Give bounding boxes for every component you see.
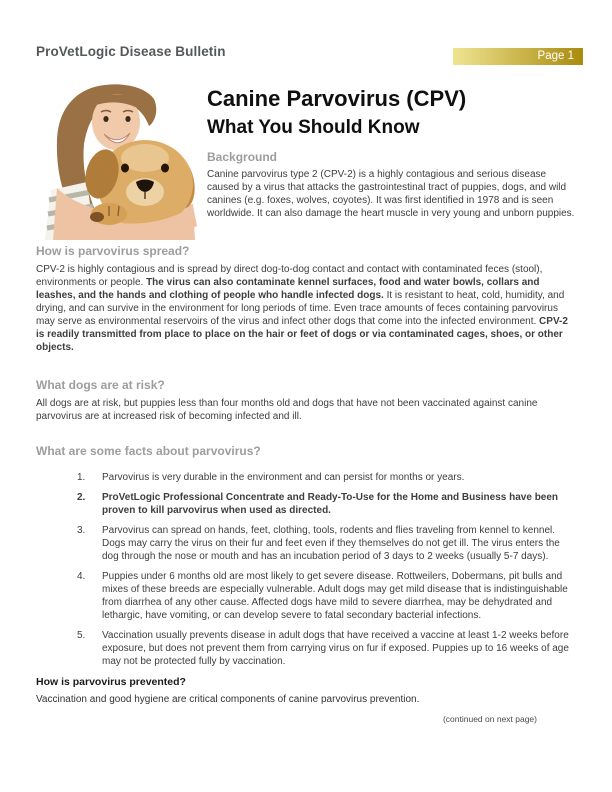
section-heading-risk: What dogs are at risk?: [36, 378, 165, 392]
section-heading-prevention: How is parvovirus prevented?: [36, 676, 186, 688]
risk-text: All dogs are at risk, but puppies less than four months old and dogs that have not been vaccinated against canine parvovirus are at increased risk of becoming infected and ill.: [36, 398, 538, 422]
bulletin-brand: ProVetLogic Disease Bulletin: [36, 44, 226, 59]
facts-list-item: [36, 570, 576, 622]
text-run: It is resistant to heat, cold, humidity, and drying, and can survive in the environment for long periods of time. Even trace amounts of feces containing parvovirus may serve as environmental reservoirs of the virus and infect other dogs that come into the infected environment.: [36, 290, 565, 327]
text-run: The virus can also contaminate kennel surfaces, food and water bowls, collars and leashes, and the hands and clothing of people who handle infected dogs.: [36, 277, 540, 301]
list-item-text: Parvovirus can spread on hands, feet, clothing, tools, rodents and flies traveling from kennel to kennel. Dogs may carry the virus on their fur and feet even if they themselves do not get ill. The virus enters the dog through the nose or mouth and has an incubation period of 3 days to 2 weeks (usually 5-7 days).: [102, 525, 560, 562]
section-heading-spread: How is parvovirus spread?: [36, 244, 190, 258]
girl-with-puppy-photo: [33, 84, 203, 240]
hero-section: [33, 84, 576, 244]
list-item-number: 4.: [77, 571, 86, 582]
section-heading-facts: What are some facts about parvovirus?: [36, 444, 261, 458]
list-item-text: ProVetLogic Professional Concentrate and Ready-To-Use for the Home and Business have been proven to kill parvovirus when used as directed.: [102, 492, 559, 516]
list-item-number: 1.: [77, 472, 86, 483]
section-heading-background: Background: [207, 150, 278, 164]
list-item-number: 2.: [77, 492, 86, 503]
document-title: Canine Parvovirus (CPV): [207, 86, 467, 111]
hero-text-column: [207, 86, 576, 220]
facts-list-item: [36, 629, 576, 668]
page-number-badge: Page 1: [453, 48, 583, 65]
facts-list-item: [36, 524, 576, 563]
list-item-text: Vaccination usually prevents disease in adult dogs that have received a vaccine at least 1-2 weeks before exposure, but does not prevent them from carrying virus on fur if exposed. Puppies up to 16 weeks of age may not be protected fully by vaccination.: [102, 630, 569, 667]
prevention-text: Vaccination and good hygiene are critical components of canine parvovirus prevention.: [36, 694, 420, 705]
main-content: [36, 244, 576, 724]
spread-text: [36, 263, 576, 354]
background-text: Canine parvovirus type 2 (CPV-2) is a highly contagious and serious disease caused by a virus that attacks the gastrointestinal tract of puppies, dogs, and wild canines (e.g. foxes, wolves, coyotes). It was first identified in 1978 and is seen worldwide. It can also damage the heart muscle in very young and unborn puppies.: [207, 169, 575, 219]
facts-list-item: [36, 491, 576, 517]
text-run: CPV-2 is highly contagious and is spread by direct dog-to-dog contact and contact with contaminated feces (stool), environments or people.: [36, 264, 543, 288]
facts-list-item: [36, 471, 576, 484]
list-item-number: 5.: [77, 630, 86, 641]
list-item-text: Puppies under 6 months old are most likely to get severe disease. Rottweilers, Dobermans, pit bulls and mixes of these breeds are especially vulnerable. Adult dogs may get mild disease that is indistinguishable from diarrhea of any other cause. Affected dogs have mild to severe diarrhea, may be dehydrated and lethargic, have vomiting, or can develop severe to fatal secondary bacterial infections.: [102, 571, 568, 621]
facts-list: [36, 471, 576, 668]
document-subtitle: What You Should Know: [207, 117, 420, 138]
list-item-text: Parvovirus is very durable in the environment and can persist for months or years.: [102, 472, 465, 483]
continued-note: (continued on next page): [442, 714, 537, 724]
list-item-number: 3.: [77, 525, 86, 536]
text-run: CPV-2 is readily transmitted from place to place on the hair or feet of dogs or via contaminated cages, shoes, or other objects.: [36, 316, 568, 353]
